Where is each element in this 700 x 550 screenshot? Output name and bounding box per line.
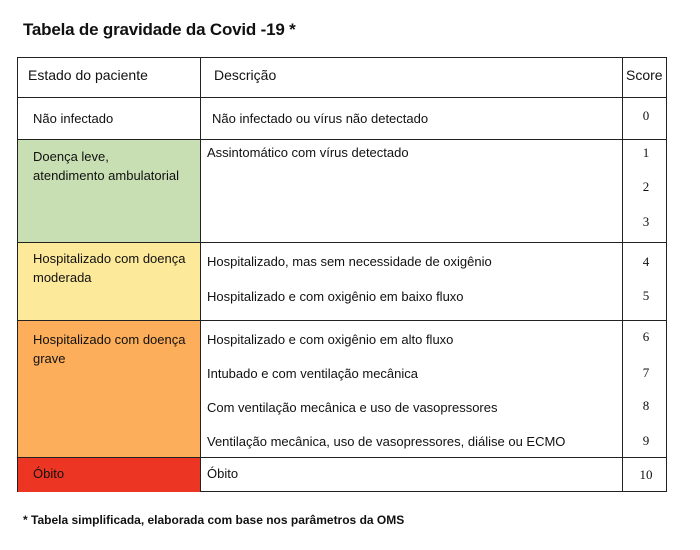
- score-value: 4: [642, 254, 650, 269]
- row-divider: [18, 320, 666, 321]
- score-value: 3: [642, 214, 650, 229]
- footnote: * Tabela simplificada, elaborada com base nos parâmetros da OMS: [23, 513, 405, 527]
- row-divider: [18, 97, 666, 98]
- header-score: Score: [626, 67, 663, 83]
- description-item: Ventilação mecânica, uso de vasopressores, diálise ou ECMO: [207, 434, 566, 449]
- state-label: Hospitalizado com doença grave: [33, 332, 186, 366]
- severity-table: [17, 57, 667, 492]
- header-state: Estado do paciente: [28, 67, 148, 83]
- state-label: Não infectado: [33, 111, 114, 126]
- score-value: 6: [642, 329, 650, 344]
- description-item: Não infectado ou vírus não detectado: [212, 111, 429, 126]
- score-value: 0: [642, 108, 650, 123]
- description-item: Intubado e com ventilação mecânica: [207, 366, 419, 381]
- score-value: 10: [639, 467, 653, 482]
- score-value: 5: [642, 288, 650, 303]
- state-label: Óbito: [33, 466, 65, 481]
- state-label: Hospitalizado com doença moderada: [33, 251, 186, 285]
- description-item: Óbito: [207, 466, 239, 481]
- score-value: 2: [642, 179, 650, 194]
- score-value: 1: [642, 145, 650, 160]
- score-value: 8: [642, 398, 650, 413]
- row-divider: [18, 457, 666, 458]
- row-divider: [18, 242, 666, 243]
- score-value: 9: [642, 433, 650, 448]
- description-item: Hospitalizado e com oxigênio em alto fluxo: [207, 332, 454, 347]
- page-title: Tabela de gravidade da Covid -19 *: [23, 20, 296, 39]
- column-divider: [622, 58, 623, 491]
- description-item: Hospitalizado e com oxigênio em baixo fluxo: [207, 289, 464, 304]
- description-item: Com ventilação mecânica e uso de vasopressores: [207, 400, 498, 415]
- column-divider: [200, 58, 201, 491]
- description-item: Assintomático com vírus detectado: [207, 145, 409, 160]
- state-label: Doença leve, atendimento ambulatorial: [33, 149, 179, 183]
- score-value: 7: [642, 365, 650, 380]
- row-divider: [18, 139, 666, 140]
- header-description: Descrição: [214, 67, 277, 83]
- description-item: Hospitalizado, mas sem necessidade de oxigênio: [207, 254, 492, 269]
